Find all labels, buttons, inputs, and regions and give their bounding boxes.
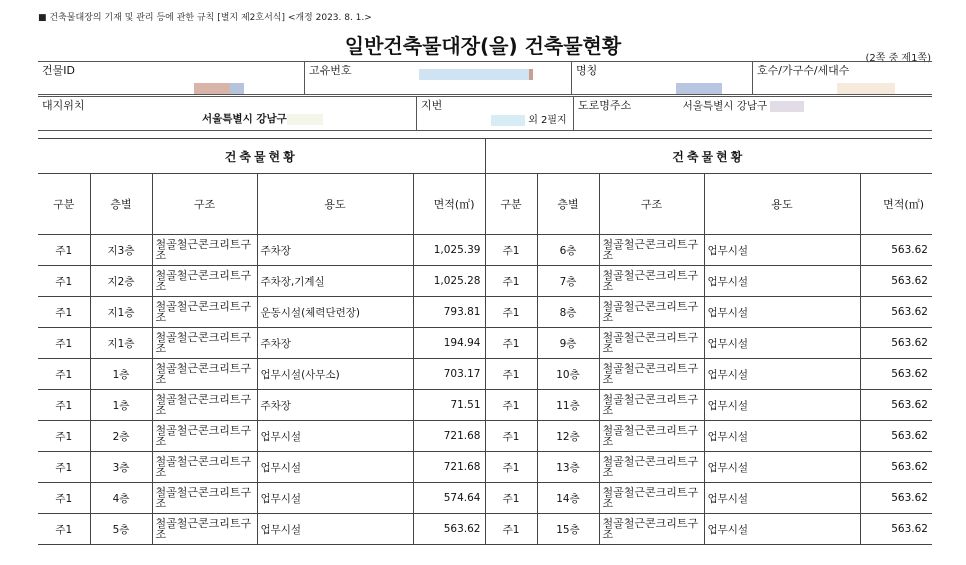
site-location-label: 대지위치 xyxy=(42,99,85,112)
table-row xyxy=(38,421,932,452)
building-id-label: 건물ID xyxy=(42,64,75,77)
area-cell: 563.62 xyxy=(860,297,932,328)
structure-cell: 철골철근콘크리트구조 xyxy=(599,421,704,452)
category-cell: 주1 xyxy=(485,266,537,297)
usage-cell: 업무시설 xyxy=(704,452,860,483)
area-cell: 703.17 xyxy=(413,359,485,390)
area-cell: 721.68 xyxy=(413,421,485,452)
category-cell: 주1 xyxy=(485,514,537,545)
table-row xyxy=(38,514,932,545)
category-cell: 주1 xyxy=(485,235,537,266)
structure-cell: 철골철근콘크리트구조 xyxy=(152,452,257,483)
area-cell: 563.62 xyxy=(860,390,932,421)
category-cell: 주1 xyxy=(38,483,90,514)
building-name-label: 명칭 xyxy=(576,64,598,77)
table-row xyxy=(38,328,932,359)
category-cell: 주1 xyxy=(38,297,90,328)
road-address-value: 서울특별시 강남구 xyxy=(682,100,768,112)
usage-cell: 업무시설 xyxy=(704,328,860,359)
form-reference-note: ■ 건축물대장의 기재 및 관리 등에 관한 규칙 [별지 제2호서식] <개정 2023. 8. 1.> xyxy=(38,13,372,23)
structure-cell: 철골철근콘크리트구조 xyxy=(152,421,257,452)
area-cell: 563.62 xyxy=(860,514,932,545)
site-location-value: 서울특별시 강남구 xyxy=(202,113,287,125)
lot-number-value: 외 2필지 xyxy=(528,115,567,126)
area-cell: 1,025.28 xyxy=(413,266,485,297)
area-cell: 563.62 xyxy=(860,328,932,359)
lot-number-label: 지번 xyxy=(421,99,443,112)
structure-cell: 철골철근콘크리트구조 xyxy=(152,514,257,545)
usage-cell: 업무시설 xyxy=(257,452,413,483)
table-row xyxy=(38,452,932,483)
structure-cell: 철골철근콘크리트구조 xyxy=(599,483,704,514)
usage-cell: 주차장 xyxy=(257,328,413,359)
usage-cell: 업무시설(사무소) xyxy=(257,359,413,390)
col-header-usage: 용도 xyxy=(257,174,413,235)
area-cell: 563.62 xyxy=(860,235,932,266)
redacted-building-id xyxy=(194,83,230,94)
floor-cell: 1층 xyxy=(90,390,152,421)
structure-cell: 철골철근콘크리트구조 xyxy=(599,390,704,421)
category-cell: 주1 xyxy=(38,421,90,452)
area-cell: 1,025.39 xyxy=(413,235,485,266)
area-cell: 563.62 xyxy=(860,483,932,514)
structure-cell: 철골철근콘크리트구조 xyxy=(152,235,257,266)
redacted-lot-number xyxy=(491,115,525,126)
usage-cell: 주차장,기계실 xyxy=(257,266,413,297)
table-row xyxy=(38,483,932,514)
floor-cell: 10층 xyxy=(537,359,599,390)
structure-cell: 철골철근콘크리트구조 xyxy=(599,328,704,359)
area-cell: 563.62 xyxy=(413,514,485,545)
category-cell: 주1 xyxy=(38,266,90,297)
category-cell: 주1 xyxy=(38,235,90,266)
area-cell: 563.62 xyxy=(860,266,932,297)
usage-cell: 업무시설 xyxy=(704,297,860,328)
usage-cell: 업무시설 xyxy=(704,421,860,452)
table-row xyxy=(38,390,932,421)
col-header-area: 면적(㎡) xyxy=(860,174,932,235)
usage-cell: 업무시설 xyxy=(704,359,860,390)
structure-cell: 철골철근콘크리트구조 xyxy=(599,514,704,545)
road-address-label: 도로명주소 xyxy=(578,99,632,112)
area-cell: 574.64 xyxy=(413,483,485,514)
usage-cell: 업무시설 xyxy=(704,390,860,421)
floor-cell: 11층 xyxy=(537,390,599,421)
section-title-left: 건축물현황 xyxy=(38,139,485,174)
area-cell: 563.62 xyxy=(860,359,932,390)
usage-cell: 주차장 xyxy=(257,390,413,421)
usage-cell: 업무시설 xyxy=(704,235,860,266)
area-cell: 194.94 xyxy=(413,328,485,359)
floor-cell: 8층 xyxy=(537,297,599,328)
usage-cell: 업무시설 xyxy=(704,483,860,514)
col-header-structure: 구조 xyxy=(599,174,704,235)
table-row xyxy=(38,266,932,297)
category-cell: 주1 xyxy=(485,421,537,452)
table-row xyxy=(38,297,932,328)
usage-cell: 업무시설 xyxy=(257,483,413,514)
floor-cell: 15층 xyxy=(537,514,599,545)
floor-cell: 6층 xyxy=(537,235,599,266)
redacted-unique-number xyxy=(419,69,529,80)
col-header-category: 구분 xyxy=(485,174,537,235)
redacted-units xyxy=(837,83,895,94)
info-row-1 xyxy=(38,61,932,95)
category-cell: 주1 xyxy=(38,328,90,359)
category-cell: 주1 xyxy=(485,359,537,390)
col-header-area: 면적(㎡) xyxy=(413,174,485,235)
structure-cell: 철골철근콘크리트구조 xyxy=(152,483,257,514)
page-indicator: (2쪽 중 제1쪽) xyxy=(865,53,931,64)
redacted-building-name xyxy=(676,83,722,94)
col-header-category: 구분 xyxy=(38,174,90,235)
unique-number-label: 고유번호 xyxy=(309,64,352,77)
category-cell: 주1 xyxy=(38,359,90,390)
usage-cell: 업무시설 xyxy=(257,421,413,452)
floor-cell: 14층 xyxy=(537,483,599,514)
usage-cell: 업무시설 xyxy=(704,514,860,545)
category-cell: 주1 xyxy=(485,297,537,328)
floor-cell: 지1층 xyxy=(90,328,152,359)
area-cell: 563.62 xyxy=(860,421,932,452)
col-header-structure: 구조 xyxy=(152,174,257,235)
area-cell: 721.68 xyxy=(413,452,485,483)
floor-cell: 지2층 xyxy=(90,266,152,297)
floor-cell: 3층 xyxy=(90,452,152,483)
usage-cell: 운동시설(체력단련장) xyxy=(257,297,413,328)
table-row xyxy=(38,235,932,266)
floor-cell: 2층 xyxy=(90,421,152,452)
floor-cell: 7층 xyxy=(537,266,599,297)
col-header-usage: 용도 xyxy=(704,174,860,235)
area-cell: 563.62 xyxy=(860,452,932,483)
floor-cell: 지3층 xyxy=(90,235,152,266)
col-header-floor: 층별 xyxy=(90,174,152,235)
structure-cell: 철골철근콘크리트구조 xyxy=(152,390,257,421)
structure-cell: 철골철근콘크리트구조 xyxy=(599,359,704,390)
structure-cell: 철골철근콘크리트구조 xyxy=(599,266,704,297)
floor-cell: 1층 xyxy=(90,359,152,390)
structure-cell: 철골철근콘크리트구조 xyxy=(152,359,257,390)
building-status-table xyxy=(38,138,932,545)
category-cell: 주1 xyxy=(485,483,537,514)
structure-cell: 철골철근콘크리트구조 xyxy=(152,328,257,359)
category-cell: 주1 xyxy=(485,452,537,483)
structure-cell: 철골철근콘크리트구조 xyxy=(599,452,704,483)
structure-cell: 철골철근콘크리트구조 xyxy=(152,266,257,297)
category-cell: 주1 xyxy=(485,328,537,359)
table-row xyxy=(38,359,932,390)
category-cell: 주1 xyxy=(485,390,537,421)
category-cell: 주1 xyxy=(38,514,90,545)
category-cell: 주1 xyxy=(38,390,90,421)
structure-cell: 철골철근콘크리트구조 xyxy=(599,235,704,266)
units-label: 호수/가구수/세대수 xyxy=(757,64,850,77)
category-cell: 주1 xyxy=(38,452,90,483)
floor-cell: 5층 xyxy=(90,514,152,545)
floor-cell: 12층 xyxy=(537,421,599,452)
area-cell: 793.81 xyxy=(413,297,485,328)
section-title-right: 건축물현황 xyxy=(485,139,932,174)
usage-cell: 업무시설 xyxy=(704,266,860,297)
floor-cell: 지1층 xyxy=(90,297,152,328)
area-cell: 71.51 xyxy=(413,390,485,421)
structure-cell: 철골철근콘크리트구조 xyxy=(152,297,257,328)
info-row-2 xyxy=(38,96,932,131)
floor-cell: 9층 xyxy=(537,328,599,359)
floor-cell: 4층 xyxy=(90,483,152,514)
floor-cell: 13층 xyxy=(537,452,599,483)
page-title: 일반건축물대장(을) 건축물현황 xyxy=(344,34,622,58)
col-header-floor: 층별 xyxy=(537,174,599,235)
usage-cell: 업무시설 xyxy=(257,514,413,545)
structure-cell: 철골철근콘크리트구조 xyxy=(599,297,704,328)
usage-cell: 주차장 xyxy=(257,235,413,266)
